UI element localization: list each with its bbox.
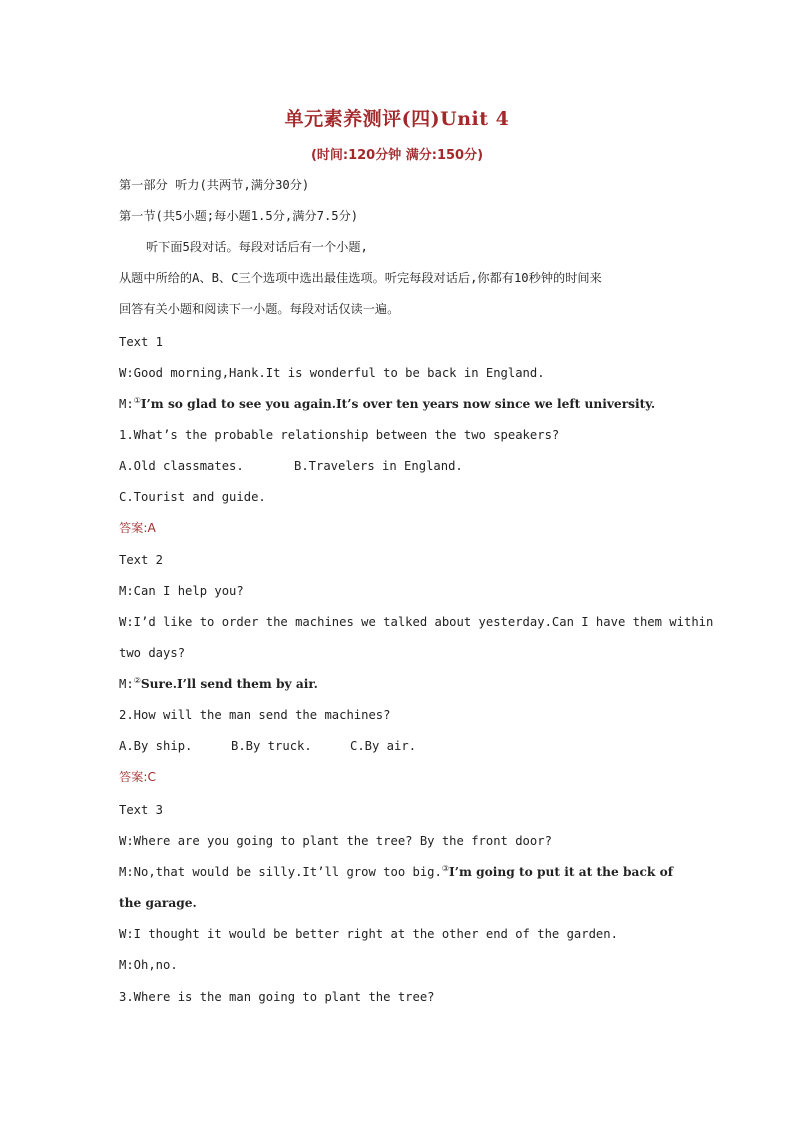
part-heading: 第一部分 听力(共两节,满分30分) bbox=[119, 178, 310, 192]
option-a: A.By ship. bbox=[119, 739, 193, 753]
question-1: 1.What’s the probable relationship between the two speakers? bbox=[119, 428, 560, 442]
instruction-line-1: 听下面5段对话。每段对话后有一个小题, bbox=[146, 240, 368, 254]
text3-heading: Text 3 bbox=[119, 803, 164, 817]
text3-dialogue-line: M:Oh,no. bbox=[119, 958, 178, 972]
answer-2: 答案:C bbox=[119, 770, 156, 784]
subsection-heading: 第一节(共5小题;每小题1.5分,满分7.5分) bbox=[119, 209, 359, 223]
speaker-prefix: M: bbox=[119, 677, 134, 691]
speaker-text: M:No,that would be silly.It’ll grow too big. bbox=[119, 865, 442, 879]
key-sentence: I’m so glad to see you again.It’s over ten years now since we left university. bbox=[140, 397, 656, 411]
option-a: A.Old classmates. bbox=[119, 459, 244, 473]
text3-dialogue-line bbox=[119, 863, 673, 881]
page-title: 单元素养测评(四)Unit 4 bbox=[284, 108, 510, 130]
text2-dialogue-line: M:Can I help you? bbox=[119, 584, 244, 598]
key-sentence: Sure.I’ll send them by air. bbox=[140, 677, 318, 691]
key-sentence-continued: the garage. bbox=[119, 896, 197, 910]
text1-dialogue-line bbox=[119, 395, 655, 413]
text2-heading: Text 2 bbox=[119, 553, 164, 567]
option-c: C.By air. bbox=[350, 739, 417, 753]
text1-dialogue-line: W:Good morning,Hank.It is wonderful to be back in England. bbox=[119, 366, 545, 380]
text3-dialogue-line: W:I thought it would be better right at the other end of the garden. bbox=[119, 927, 618, 941]
text3-dialogue-line: W:Where are you going to plant the tree? By the front door? bbox=[119, 834, 552, 848]
text2-dialogue-line: W:I’d like to order the machines we talked about yesterday.Can I have them within bbox=[119, 615, 714, 629]
note-marker: ② bbox=[133, 675, 141, 685]
speaker-prefix: M: bbox=[119, 397, 134, 411]
text2-dialogue-line: two days? bbox=[119, 646, 186, 660]
note-marker: ① bbox=[133, 395, 141, 405]
option-b: B.By truck. bbox=[231, 739, 312, 753]
question-2: 2.How will the man send the machines? bbox=[119, 708, 391, 722]
question-2-options bbox=[119, 737, 416, 755]
question-3: 3.Where is the man going to plant the tree? bbox=[119, 990, 435, 1004]
instruction-line-3: 回答有关小题和阅读下一小题。每段对话仅读一遍。 bbox=[119, 302, 400, 316]
exam-time-score: (时间:120分钟 满分:150分) bbox=[310, 148, 484, 163]
option-c: C.Tourist and guide. bbox=[119, 490, 266, 504]
text1-heading: Text 1 bbox=[119, 335, 164, 349]
instruction-line-2: 从题中所给的A、B、C三个选项中选出最佳选项。听完每段对话后,你都有10秒钟的时间来 bbox=[119, 271, 602, 285]
answer-1: 答案:A bbox=[119, 521, 156, 535]
option-b: B.Travelers in England. bbox=[294, 459, 463, 473]
key-sentence: I’m going to put it at the back of bbox=[449, 865, 673, 879]
question-1-options bbox=[119, 457, 463, 475]
note-marker: ③ bbox=[441, 863, 450, 873]
text2-dialogue-line bbox=[119, 675, 318, 693]
